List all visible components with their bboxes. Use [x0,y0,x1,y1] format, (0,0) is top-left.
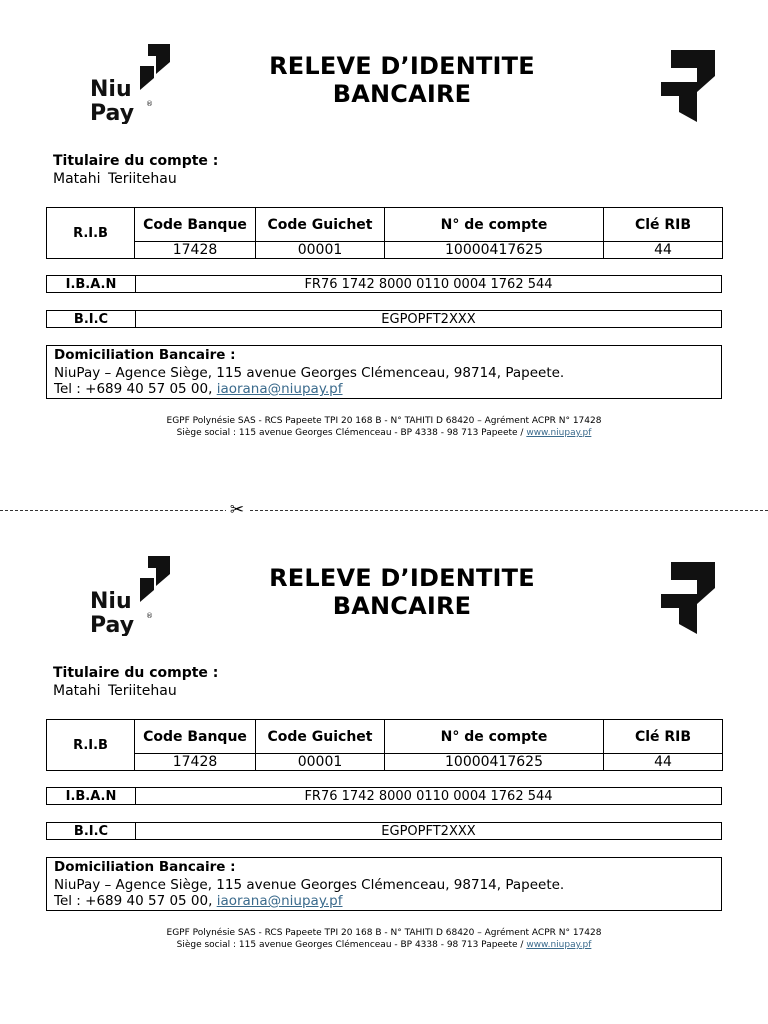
iban-row [46,275,722,293]
header-code-guichet: Code Guichet [256,208,385,242]
domiciliation-contact [54,893,343,909]
email-link[interactable]: iaorana@niupay.pf [216,893,343,909]
rib-label: R.I.B [47,208,135,259]
holder-name: Matahi Teriitehau [53,683,177,699]
footer-line-2 [0,939,768,951]
holder-label: Titulaire du compte : [53,153,219,169]
bic-value: EGPOPFT2XXX [136,823,722,840]
value-numero-compte: 10000417625 [385,242,604,259]
iban-label: I.B.A.N [47,788,136,805]
scissors-icon: ✂ [226,500,248,520]
footer-address: Siège social : 115 avenue Georges Clémenceau - BP 4338 - 98 713 Papeete / [176,428,527,438]
niupay-mark-icon [657,46,719,124]
rib-label: R.I.B [47,720,135,771]
domiciliation-box [46,345,722,399]
iban-label: I.B.A.N [47,276,136,293]
header-cle-rib: Clé RIB [604,720,723,754]
header-code-banque: Code Banque [135,720,256,754]
iban-value: FR76 1742 8000 0110 0004 1762 544 [136,788,722,805]
email-link[interactable]: iaorana@niupay.pf [216,381,343,397]
value-code-guichet: 00001 [256,242,385,259]
niupay-logo [86,552,176,636]
logo-text-niu: Niu [90,77,132,102]
header-numero-compte: N° de compte [385,720,604,754]
holder-label: Titulaire du compte : [53,665,219,681]
title-line-1: RELEVE D’IDENTITE [269,564,535,592]
domiciliation-label: Domiciliation Bancaire : [54,347,236,363]
value-code-banque: 17428 [135,242,256,259]
rib-bottom [0,512,768,1012]
rib-top [0,0,768,500]
title-line-2: BANCAIRE [332,592,472,620]
header-numero-compte: N° de compte [385,208,604,242]
website-link[interactable]: www.niupay.pf [526,428,592,438]
domiciliation-address: NiuPay – Agence Siège, 115 avenue Georges Clémenceau, 98714, Papeete. [54,365,565,381]
logo-registered: ® [146,612,153,620]
value-code-guichet: 00001 [256,754,385,771]
rib-table [46,207,723,259]
header-code-banque: Code Banque [135,208,256,242]
domiciliation-tel: Tel : +689 40 57 05 00, [54,893,217,909]
value-numero-compte: 10000417625 [385,754,604,771]
niupay-mark-icon [657,558,719,636]
bic-label: B.I.C [47,823,136,840]
website-link[interactable]: www.niupay.pf [526,940,592,950]
footer-line-1: EGPF Polynésie SAS - RCS Papeete TPI 20 168 B - N° TAHITI D 68420 – Agrément ACPR N° 17428 [166,928,602,938]
footer-line-1: EGPF Polynésie SAS - RCS Papeete TPI 20 168 B - N° TAHITI D 68420 – Agrément ACPR N° 17428 [166,416,602,426]
value-cle-rib: 44 [604,242,723,259]
header-code-guichet: Code Guichet [256,720,385,754]
page-title [232,52,572,108]
iban-row [46,787,722,805]
footer [0,415,768,439]
value-code-banque: 17428 [135,754,256,771]
logo-text-niu: Niu [90,589,132,614]
holder-name: Matahi Teriitehau [53,171,177,187]
bic-value: EGPOPFT2XXX [136,311,722,328]
domiciliation-box [46,857,722,911]
header-cle-rib: Clé RIB [604,208,723,242]
domiciliation-tel: Tel : +689 40 57 05 00, [54,381,217,397]
page-title [232,564,572,620]
footer-line-2 [0,427,768,439]
niupay-logo [86,40,176,124]
logo-registered: ® [146,100,153,108]
domiciliation-contact [54,381,343,397]
cut-line [0,510,768,511]
bic-row [46,310,722,328]
bic-label: B.I.C [47,311,136,328]
value-cle-rib: 44 [604,754,723,771]
iban-value: FR76 1742 8000 0110 0004 1762 544 [136,276,722,293]
rib-table [46,719,723,771]
logo-text-pay: Pay [90,101,135,124]
footer [0,927,768,951]
footer-address: Siège social : 115 avenue Georges Clémenceau - BP 4338 - 98 713 Papeete / [176,940,527,950]
bic-row [46,822,722,840]
title-line-1: RELEVE D’IDENTITE [269,52,535,80]
title-line-2: BANCAIRE [332,80,472,108]
domiciliation-label: Domiciliation Bancaire : [54,859,236,875]
domiciliation-address: NiuPay – Agence Siège, 115 avenue Georges Clémenceau, 98714, Papeete. [54,877,565,893]
logo-text-pay: Pay [90,613,135,636]
